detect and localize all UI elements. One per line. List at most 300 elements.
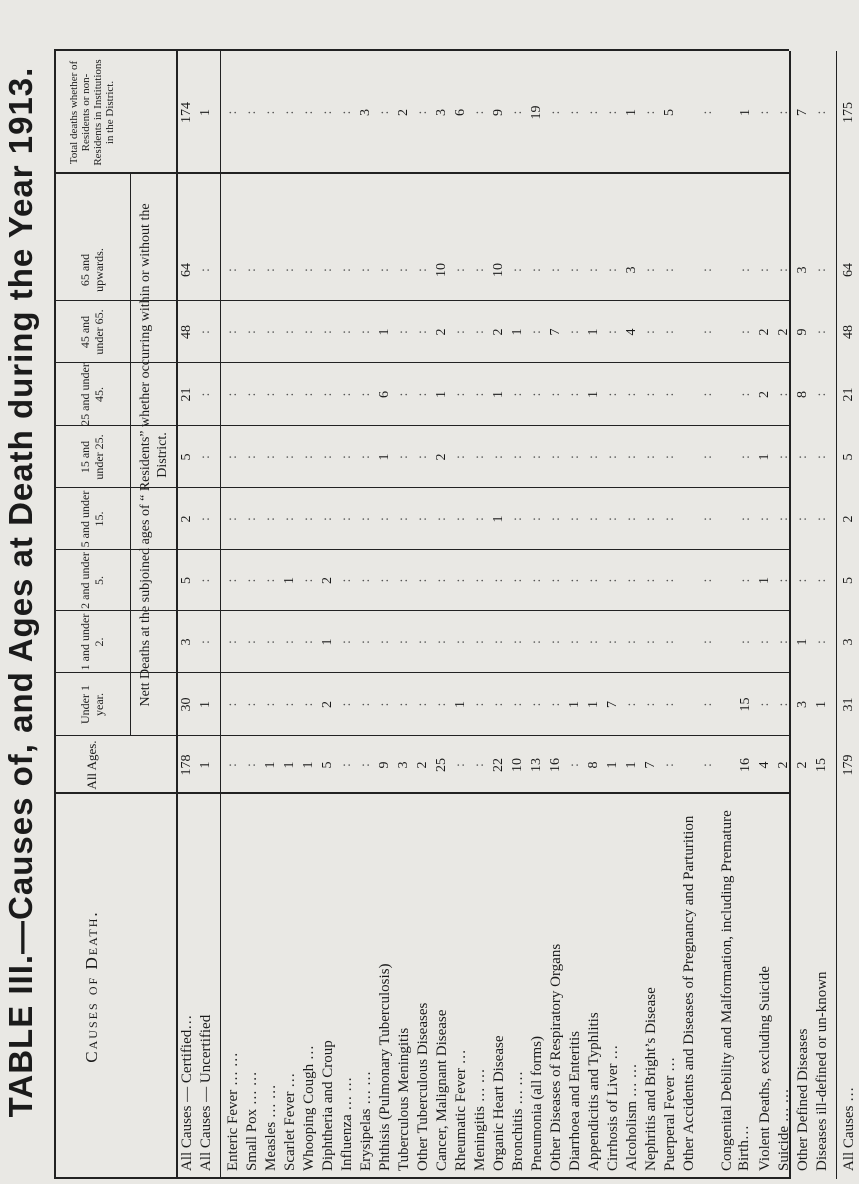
vertical-rule bbox=[54, 1177, 789, 1179]
value-cell: : bbox=[244, 455, 259, 459]
horizontal-rule bbox=[54, 51, 56, 1179]
table-title: TABLE III.—Causes of, and Ages at Death during the Year 1913. bbox=[2, 66, 39, 1118]
value-cell: : bbox=[643, 702, 658, 707]
age-column-header: 2 and under 5. bbox=[78, 552, 106, 609]
row-label: Rheumatic Fever … bbox=[453, 1049, 469, 1171]
value-cell: : bbox=[548, 640, 563, 644]
value-cell: : bbox=[738, 392, 753, 397]
value-cell: : bbox=[472, 392, 487, 397]
table-row bbox=[414, 51, 433, 1179]
table-row bbox=[395, 51, 414, 1179]
row-label: Meningitis … … bbox=[472, 1068, 488, 1171]
value-cell: : bbox=[225, 702, 240, 707]
value-cell: : bbox=[320, 392, 335, 397]
value-cell: : bbox=[567, 640, 582, 644]
value-cell: : bbox=[548, 578, 563, 583]
vertical-rule bbox=[54, 300, 789, 301]
value-cell: : bbox=[605, 455, 620, 459]
value-cell: : bbox=[776, 392, 791, 397]
value-cell: 1 bbox=[738, 109, 753, 116]
value-cell: : bbox=[301, 330, 316, 334]
row-label: Diarrhoea and Enteritis bbox=[567, 1031, 583, 1171]
value-cell: : bbox=[453, 455, 468, 459]
value-cell: : bbox=[491, 640, 506, 644]
value-cell: : bbox=[776, 455, 791, 459]
vertical-rule bbox=[54, 49, 789, 51]
value-cell: : bbox=[301, 110, 316, 115]
value-cell: : bbox=[643, 517, 658, 521]
value-cell: 1 bbox=[757, 577, 772, 584]
table-row bbox=[300, 51, 319, 1179]
value-cell: : bbox=[757, 268, 772, 272]
row-label: Diseases ill-defined or un-known bbox=[814, 971, 830, 1171]
value-cell: : bbox=[377, 702, 392, 707]
table-row bbox=[338, 51, 357, 1179]
value-cell: : bbox=[624, 517, 639, 521]
row-label: Organic Heart Disease bbox=[491, 1035, 507, 1171]
value-cell: 5 bbox=[662, 109, 677, 116]
value-cell: 3 bbox=[795, 266, 810, 274]
table-row bbox=[756, 51, 775, 1179]
value-cell: : bbox=[415, 110, 430, 115]
vertical-rule bbox=[54, 549, 789, 550]
value-cell: : bbox=[700, 517, 715, 521]
causes-of-death-table bbox=[54, 51, 857, 1179]
value-cell: : bbox=[548, 517, 563, 521]
row-label: Cancer, Malignant Disease bbox=[434, 1009, 450, 1171]
summary-row bbox=[178, 51, 197, 1179]
row-label: Violent Deaths, excluding Suicide bbox=[757, 966, 773, 1171]
row-label: Tuberculous Meningitis bbox=[396, 1027, 412, 1171]
table-row bbox=[471, 51, 490, 1179]
value-cell: : bbox=[377, 268, 392, 272]
value-cell: 15 bbox=[814, 758, 829, 772]
value-cell: 8 bbox=[586, 761, 601, 769]
value-cell: : bbox=[700, 640, 715, 644]
value-cell: : bbox=[643, 455, 658, 459]
value-cell: : bbox=[814, 330, 829, 334]
value-cell: : bbox=[643, 110, 658, 115]
value-cell: : bbox=[605, 578, 620, 583]
value-cell: : bbox=[795, 578, 810, 583]
value-cell: : bbox=[339, 702, 354, 707]
value-cell: : bbox=[358, 763, 373, 767]
value-cell: 2 bbox=[841, 515, 856, 523]
value-cell: 5 bbox=[320, 761, 335, 769]
row-label: Cirrhosis of Liver … bbox=[605, 1044, 621, 1171]
value-cell: : bbox=[358, 517, 373, 521]
value-cell: 6 bbox=[453, 109, 468, 116]
value-cell: : bbox=[510, 517, 525, 521]
value-cell: : bbox=[358, 640, 373, 644]
value-cell: : bbox=[225, 578, 240, 583]
value-cell: : bbox=[567, 455, 582, 459]
value-cell: 5 bbox=[841, 453, 856, 461]
value-cell: : bbox=[472, 517, 487, 521]
value-cell: : bbox=[700, 330, 715, 334]
value-cell: : bbox=[453, 392, 468, 397]
value-cell: : bbox=[643, 392, 658, 397]
horizontal-rule bbox=[176, 51, 178, 1179]
value-cell: : bbox=[198, 640, 213, 644]
value-cell: : bbox=[776, 110, 791, 115]
table-row bbox=[623, 51, 642, 1179]
value-cell: : bbox=[263, 330, 278, 334]
value-cell: : bbox=[282, 517, 297, 521]
value-cell: : bbox=[434, 517, 449, 521]
row-label: Puerperal Fever … bbox=[662, 1056, 678, 1171]
total-row bbox=[840, 51, 859, 1179]
value-cell: : bbox=[662, 455, 677, 459]
value-cell: : bbox=[757, 702, 772, 707]
vertical-rule bbox=[54, 672, 789, 673]
table-row bbox=[794, 51, 813, 1179]
value-cell: : bbox=[225, 763, 240, 767]
value-cell: 5 bbox=[179, 453, 194, 461]
value-cell: 1 bbox=[377, 328, 392, 336]
value-cell: 48 bbox=[179, 325, 194, 339]
value-cell: : bbox=[225, 330, 240, 334]
value-cell: : bbox=[396, 702, 411, 707]
row-label: Whooping Cough … bbox=[301, 1045, 317, 1171]
value-cell: : bbox=[472, 110, 487, 115]
horizontal-rule bbox=[836, 51, 837, 1179]
value-cell: : bbox=[757, 110, 772, 115]
vertical-rule bbox=[54, 487, 789, 488]
value-cell: : bbox=[586, 578, 601, 583]
value-cell: : bbox=[472, 330, 487, 334]
value-cell: 3 bbox=[434, 109, 449, 116]
value-cell: : bbox=[738, 578, 753, 583]
value-cell: : bbox=[320, 517, 335, 521]
table-row bbox=[661, 51, 680, 1179]
vertical-rule bbox=[54, 792, 789, 794]
value-cell: 2 bbox=[434, 453, 449, 461]
value-cell: : bbox=[244, 392, 259, 397]
value-cell: : bbox=[198, 330, 213, 334]
value-cell: 3 bbox=[396, 761, 411, 769]
value-cell: : bbox=[605, 110, 620, 115]
value-cell: : bbox=[358, 330, 373, 334]
value-cell: : bbox=[377, 110, 392, 115]
value-cell: : bbox=[453, 763, 468, 767]
value-cell: 48 bbox=[841, 325, 856, 339]
table-row bbox=[813, 51, 832, 1179]
age-column-header: 25 and under 45. bbox=[78, 363, 106, 426]
value-cell: : bbox=[415, 702, 430, 707]
value-cell: : bbox=[339, 268, 354, 272]
value-cell: 7 bbox=[548, 328, 563, 336]
value-cell: : bbox=[586, 455, 601, 459]
row-label: Phthisis (Pulmonary Tuberculosis) bbox=[377, 963, 393, 1171]
row-label: All Causes — Certified… bbox=[179, 1014, 195, 1171]
vertical-rule bbox=[54, 362, 789, 363]
value-cell: 2 bbox=[179, 515, 194, 523]
value-cell: : bbox=[244, 330, 259, 334]
institutions-header: Total deaths whether of Residents or non-Residents in Institutions in the District. bbox=[68, 59, 116, 166]
value-cell: : bbox=[263, 455, 278, 459]
value-cell: 1 bbox=[434, 391, 449, 398]
value-cell: : bbox=[339, 110, 354, 115]
value-cell: : bbox=[453, 517, 468, 521]
value-cell: : bbox=[225, 640, 240, 644]
age-column-header: 1 and under 2. bbox=[78, 613, 106, 671]
value-cell: : bbox=[301, 640, 316, 644]
value-cell: : bbox=[415, 578, 430, 583]
row-label: Small Pox … … bbox=[244, 1071, 260, 1171]
value-cell: 1 bbox=[586, 391, 601, 398]
value-cell: : bbox=[643, 640, 658, 644]
age-column-header: 65 and upwards. bbox=[78, 248, 106, 292]
value-cell: 5 bbox=[179, 577, 194, 584]
horizontal-rule bbox=[220, 51, 221, 1179]
value-cell: : bbox=[339, 578, 354, 583]
value-cell: 21 bbox=[841, 387, 856, 402]
row-label: Diphtheria and Croup bbox=[320, 1040, 336, 1171]
value-cell: : bbox=[472, 702, 487, 707]
value-cell: : bbox=[738, 330, 753, 334]
row-label: Erysipelas … … bbox=[358, 1071, 374, 1171]
value-cell: : bbox=[263, 110, 278, 115]
value-cell: 2 bbox=[776, 328, 791, 336]
value-cell: : bbox=[320, 110, 335, 115]
value-cell: : bbox=[282, 110, 297, 115]
value-cell: : bbox=[700, 268, 715, 272]
value-cell: : bbox=[776, 578, 791, 583]
value-cell: : bbox=[263, 517, 278, 521]
value-cell: : bbox=[339, 392, 354, 397]
value-cell: : bbox=[396, 268, 411, 272]
value-cell: : bbox=[320, 330, 335, 334]
value-cell: 1 bbox=[795, 638, 810, 646]
value-cell: 2 bbox=[757, 328, 772, 336]
value-cell: : bbox=[453, 268, 468, 272]
table-row bbox=[509, 51, 528, 1179]
value-cell: : bbox=[662, 763, 677, 767]
value-cell: : bbox=[662, 268, 677, 272]
value-cell: : bbox=[282, 640, 297, 644]
value-cell: : bbox=[700, 763, 715, 767]
row-label: All Causes … bbox=[841, 1086, 857, 1171]
value-cell: : bbox=[529, 517, 544, 521]
value-cell: : bbox=[814, 455, 829, 459]
value-cell: : bbox=[567, 268, 582, 272]
value-cell: : bbox=[529, 268, 544, 272]
value-cell: : bbox=[643, 578, 658, 583]
value-cell: 7 bbox=[795, 109, 810, 116]
row-label: Pneumonia (all forms) bbox=[529, 1036, 545, 1171]
table-row bbox=[224, 51, 243, 1179]
table-row bbox=[319, 51, 338, 1179]
value-cell: : bbox=[510, 455, 525, 459]
value-cell: : bbox=[396, 455, 411, 459]
value-cell: 2 bbox=[320, 577, 335, 584]
value-cell: : bbox=[415, 392, 430, 397]
value-cell: 1 bbox=[198, 761, 213, 769]
value-cell: : bbox=[814, 392, 829, 397]
value-cell: 1 bbox=[567, 701, 582, 708]
value-cell: : bbox=[548, 268, 563, 272]
value-cell: : bbox=[814, 578, 829, 583]
value-cell: : bbox=[198, 268, 213, 272]
value-cell: 22 bbox=[491, 758, 506, 772]
value-cell: : bbox=[282, 268, 297, 272]
value-cell: : bbox=[662, 392, 677, 397]
value-cell: : bbox=[415, 268, 430, 272]
value-cell: : bbox=[567, 392, 582, 397]
value-cell: : bbox=[529, 330, 544, 334]
value-cell: : bbox=[244, 268, 259, 272]
value-cell: 2 bbox=[776, 761, 791, 769]
table-row bbox=[243, 51, 262, 1179]
value-cell: : bbox=[472, 763, 487, 767]
row-label: Measles … … bbox=[263, 1084, 279, 1171]
value-cell: 3 bbox=[179, 638, 194, 646]
value-cell: : bbox=[301, 268, 316, 272]
value-cell: : bbox=[510, 640, 525, 644]
row-label: Enteric Fever … … bbox=[225, 1052, 241, 1171]
value-cell: : bbox=[472, 640, 487, 644]
value-cell: : bbox=[415, 517, 430, 521]
value-cell: : bbox=[738, 640, 753, 644]
value-cell: : bbox=[757, 517, 772, 521]
row-label: Appendicitis and Typhlitis bbox=[586, 1012, 602, 1171]
value-cell: : bbox=[198, 578, 213, 583]
value-cell: : bbox=[814, 268, 829, 272]
value-cell: : bbox=[415, 330, 430, 334]
value-cell: : bbox=[567, 578, 582, 583]
value-cell: : bbox=[263, 268, 278, 272]
value-cell: : bbox=[757, 640, 772, 644]
vertical-rule bbox=[54, 425, 789, 426]
table-row bbox=[680, 51, 718, 1179]
value-cell: 1 bbox=[605, 761, 620, 769]
value-cell: : bbox=[491, 702, 506, 707]
value-cell: : bbox=[510, 702, 525, 707]
value-cell: : bbox=[358, 455, 373, 459]
value-cell: : bbox=[662, 702, 677, 707]
value-cell: : bbox=[358, 268, 373, 272]
table-row bbox=[281, 51, 300, 1179]
value-cell: : bbox=[605, 640, 620, 644]
value-cell: 10 bbox=[510, 758, 525, 772]
value-cell: : bbox=[510, 578, 525, 583]
value-cell: 2 bbox=[396, 109, 411, 116]
value-cell: : bbox=[282, 330, 297, 334]
value-cell: : bbox=[434, 702, 449, 707]
value-cell: : bbox=[586, 640, 601, 644]
age-column-header: 5 and under 15. bbox=[78, 490, 106, 548]
value-cell: 3 bbox=[841, 638, 856, 646]
row-label: Other Tuberculous Diseases bbox=[415, 1002, 431, 1171]
value-cell: : bbox=[198, 392, 213, 397]
value-cell: : bbox=[320, 455, 335, 459]
value-cell: 1 bbox=[624, 109, 639, 116]
value-cell: : bbox=[263, 578, 278, 583]
value-cell: : bbox=[263, 392, 278, 397]
value-cell: : bbox=[624, 578, 639, 583]
value-cell: 1 bbox=[377, 453, 392, 461]
value-cell: : bbox=[548, 702, 563, 707]
value-cell: : bbox=[244, 110, 259, 115]
value-cell: : bbox=[510, 268, 525, 272]
value-cell: : bbox=[548, 455, 563, 459]
value-cell: : bbox=[198, 517, 213, 521]
value-cell: 1 bbox=[624, 761, 639, 769]
value-cell: : bbox=[700, 455, 715, 459]
value-cell: : bbox=[415, 640, 430, 644]
value-cell: : bbox=[472, 578, 487, 583]
value-cell: : bbox=[415, 455, 430, 459]
value-cell: 2 bbox=[434, 328, 449, 336]
row-label: Bronchitis … … bbox=[510, 1071, 526, 1171]
value-cell: 7 bbox=[605, 701, 620, 708]
value-cell: 1 bbox=[198, 701, 213, 708]
value-cell: : bbox=[225, 268, 240, 272]
value-cell: : bbox=[244, 640, 259, 644]
value-cell: 1 bbox=[282, 761, 297, 769]
value-cell: 10 bbox=[491, 263, 506, 277]
value-cell: : bbox=[700, 392, 715, 397]
value-cell: 1 bbox=[301, 761, 316, 769]
row-label: Nephritis and Bright’s Disease bbox=[643, 987, 659, 1171]
value-cell: 1 bbox=[757, 453, 772, 461]
value-cell: : bbox=[472, 268, 487, 272]
value-cell: : bbox=[624, 702, 639, 707]
row-label: Other Diseases of Respiratory Organs bbox=[548, 943, 564, 1171]
value-cell: : bbox=[225, 110, 240, 115]
value-cell: 19 bbox=[529, 105, 544, 120]
value-cell: : bbox=[643, 330, 658, 334]
value-cell: : bbox=[814, 110, 829, 115]
value-cell: 2 bbox=[320, 701, 335, 708]
value-cell: 9 bbox=[491, 109, 506, 116]
value-cell: : bbox=[567, 330, 582, 334]
value-cell: 5 bbox=[841, 577, 856, 584]
value-cell: 6 bbox=[377, 391, 392, 398]
row-label: Other Defined Diseases bbox=[795, 1028, 811, 1171]
table-row bbox=[642, 51, 661, 1179]
value-cell: : bbox=[586, 268, 601, 272]
value-cell: : bbox=[795, 517, 810, 521]
row-label: Suicide … … bbox=[776, 1088, 792, 1171]
value-cell: : bbox=[339, 517, 354, 521]
value-cell: : bbox=[738, 517, 753, 521]
value-cell: : bbox=[814, 517, 829, 521]
value-cell: 25 bbox=[434, 758, 449, 772]
value-cell: : bbox=[358, 392, 373, 397]
value-cell: : bbox=[396, 517, 411, 521]
value-cell: : bbox=[776, 702, 791, 707]
value-cell: 10 bbox=[434, 263, 449, 277]
row-label: Influenza … … bbox=[339, 1076, 355, 1171]
value-cell: : bbox=[605, 392, 620, 397]
value-cell: 1 bbox=[453, 701, 468, 708]
table-row bbox=[262, 51, 281, 1179]
value-cell: 3 bbox=[795, 701, 810, 708]
value-cell: 4 bbox=[757, 761, 772, 769]
value-cell: : bbox=[529, 455, 544, 459]
value-cell: : bbox=[339, 330, 354, 334]
vertical-rule bbox=[54, 735, 789, 736]
value-cell: 2 bbox=[795, 761, 810, 769]
value-cell: : bbox=[605, 517, 620, 521]
vertical-rule bbox=[54, 610, 789, 611]
value-cell: : bbox=[624, 455, 639, 459]
value-cell: : bbox=[396, 330, 411, 334]
horizontal-rule bbox=[130, 174, 131, 736]
value-cell: 178 bbox=[179, 754, 194, 776]
